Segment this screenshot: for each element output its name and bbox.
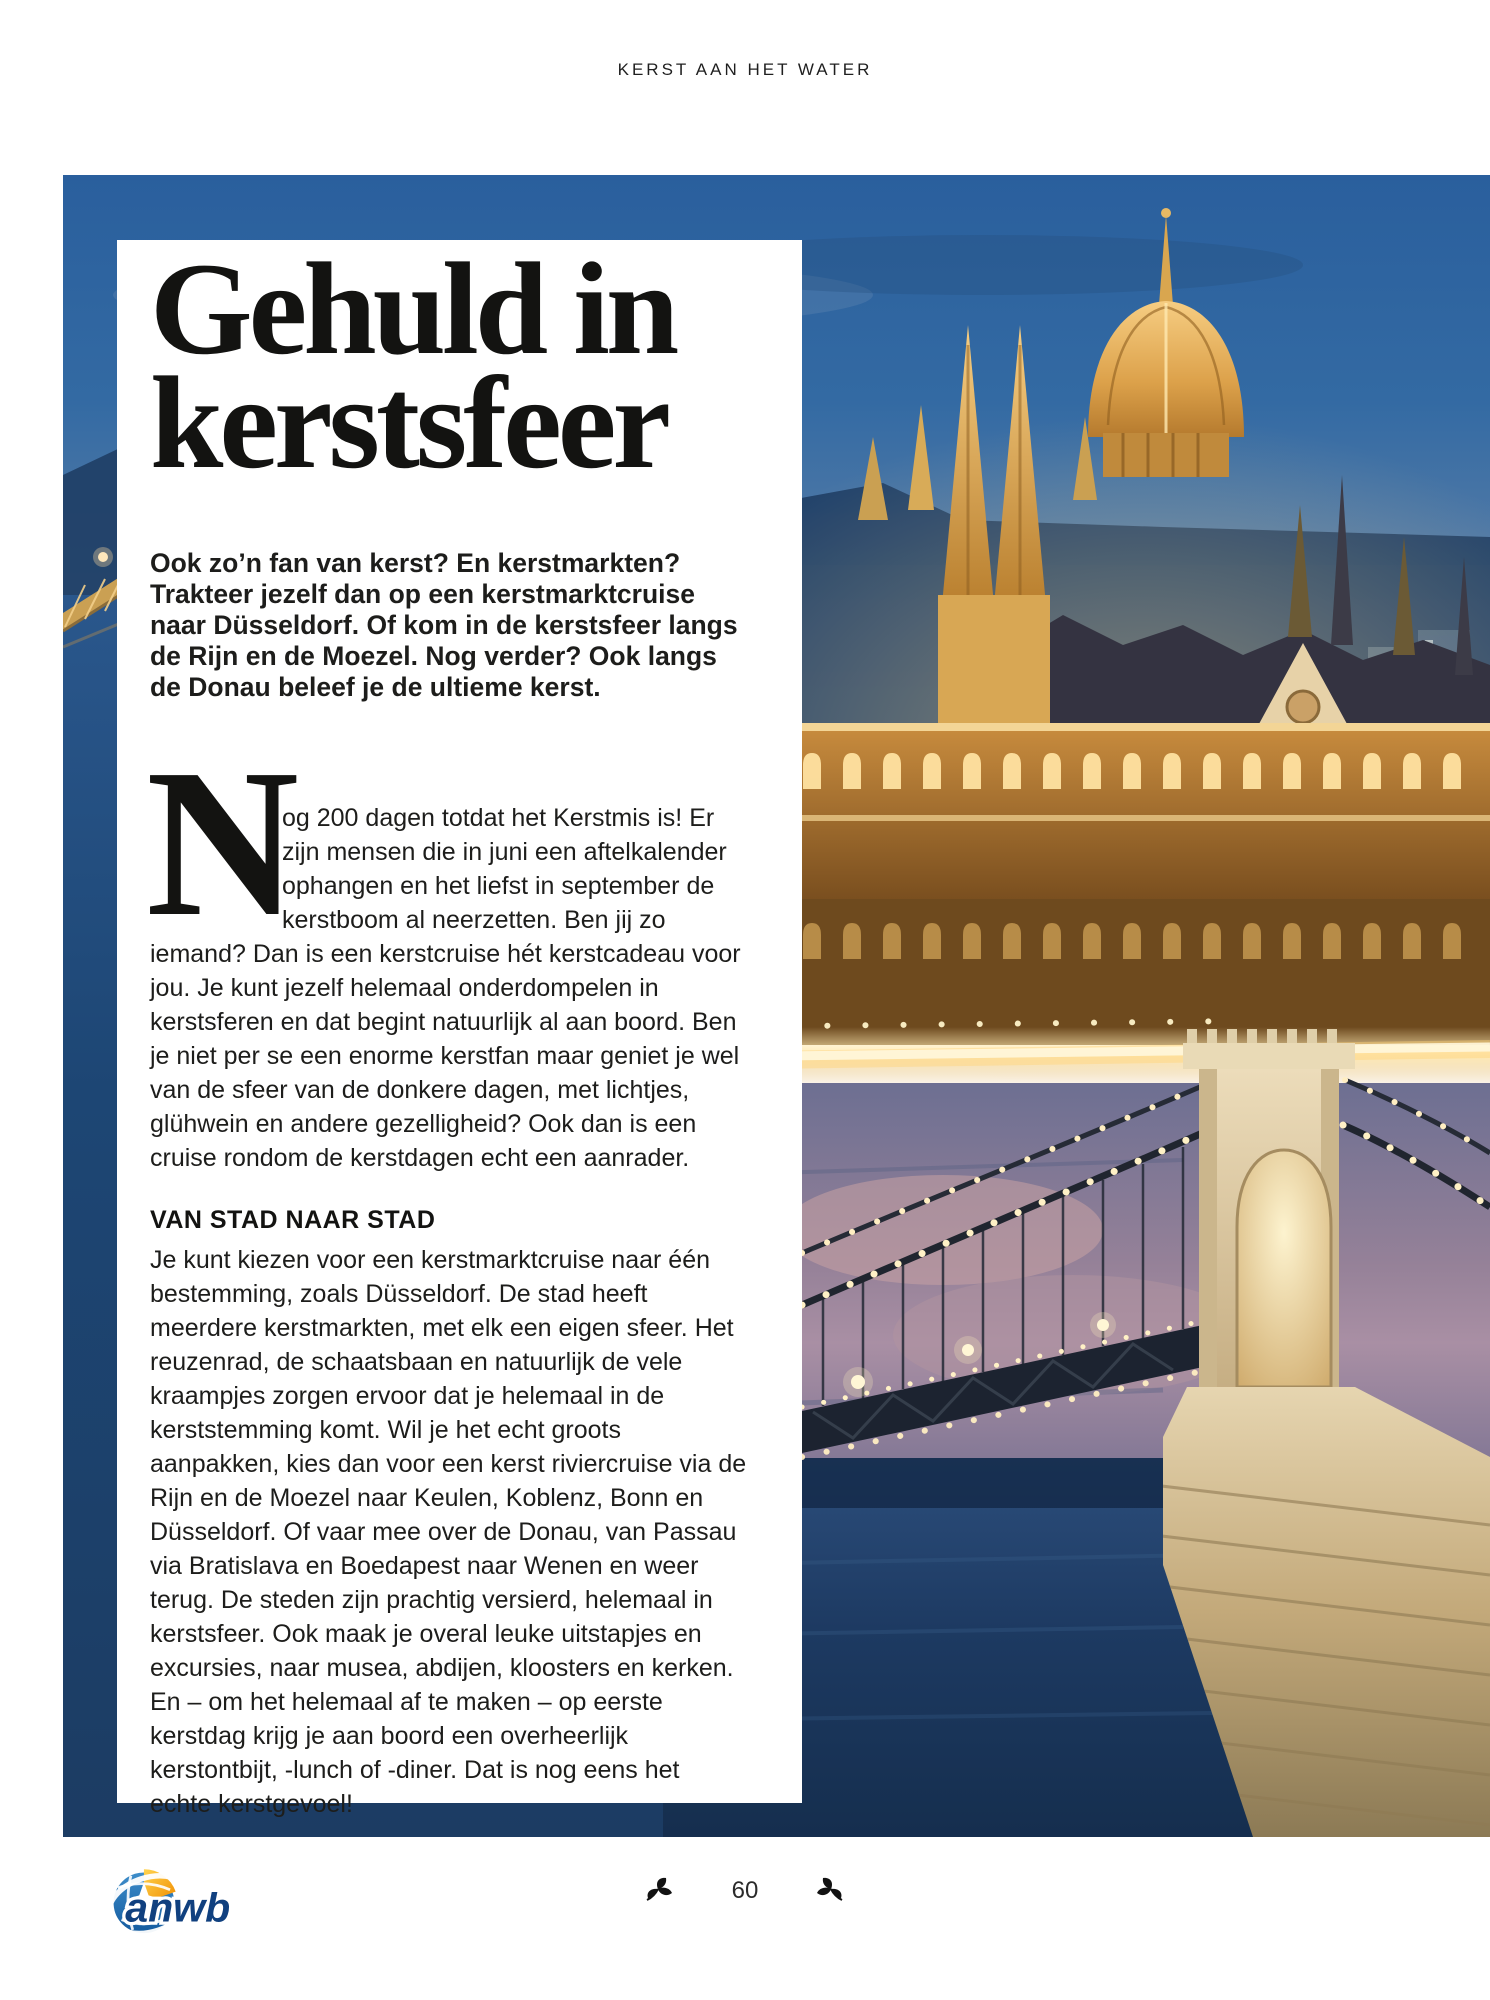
embankment-lights [703, 1021, 1490, 1089]
article-title [150, 235, 747, 496]
anwb-logo-text: anwb [125, 1884, 231, 1931]
ornament-icon [645, 1876, 673, 1902]
article-card [117, 235, 802, 1818]
article-intro: Ook zo’n fan van kerst? En kerstmarkten? Trakteer jezelf dan op een kerstmarktcruise naar Düsseldorf. Of kom in de kerstsfeer langs de Rijn en de Moezel. Nog verder? Ook langs de Donau beleef je de ultieme kerst. [150, 548, 738, 702]
ornament-icon [816, 1876, 844, 1902]
paragraph-1-text: og 200 dagen totdat het Kerstmis is! Er zijn mensen die in juni een aftelkalender ophangen en het liefst in september de kerstboom al neerzetten. Ben jij zo iemand? Dan is een kerstcruise hét kerstcadeau voor jou. Je kunt jezelf helemaal onderdompelen in kerstsferen en dat begint natuurlijk al aan boord. Ben je niet per se een enorme kerstfan maar geniet je wel van de sfeer van de donkere dagen, met lichtjes, glühwein en andere gezelligheid? Ook dan is een cruise rondom de kerstdagen echt een aanrader. [150, 804, 741, 1172]
bridge-tower [1183, 1029, 1355, 1441]
article-title-line2: kerstsfeer [150, 349, 668, 496]
article-title-line1: Gehuld in [150, 235, 676, 382]
article-paragraph-2: Je kunt kiezen voor een kerstmarktcruise naar één bestemming, zoals Düsseldorf. De stad heeft meerdere kerstmarkten, met elk een eigen sfeer. Het reuzenrad, de schaatsbaan en natuurlijk de vele kraampjes zorgen ervoor dat je helemaal in de kerststemming komt. Wil je het echt groots aanpakken, kies dan voor een kerst riviercruise via de Rijn en de Moezel naar Keulen, Koblenz, Bonn en Düsseldorf. Of vaar mee over de Donau, van Passau via Bratislava en Boedapest naar Wenen en weer terug. De steden zijn prachtig versierd, helemaal in kerstsfeer. Ook maak je overal leuke uitstapjes en excursies, naar musea, abdijen, kloosters en kerken. En – om het helemaal af te maken – op eerste kerstdag krijg je aan boord een overheerlijk kerstontbijt, -lunch of -diner. Dat is nog eens het echte kerstgevoel! [150, 1246, 747, 1818]
drop-cap: N [146, 725, 300, 960]
article-paragraph-1 [146, 725, 747, 1175]
page-number: 60 [731, 1877, 759, 1904]
anwb-logo [101, 1858, 241, 1944]
page-kicker: KERST AAN HET WATER [617, 60, 873, 79]
section-heading: VAN STAD NAAR STAD [150, 1206, 436, 1234]
